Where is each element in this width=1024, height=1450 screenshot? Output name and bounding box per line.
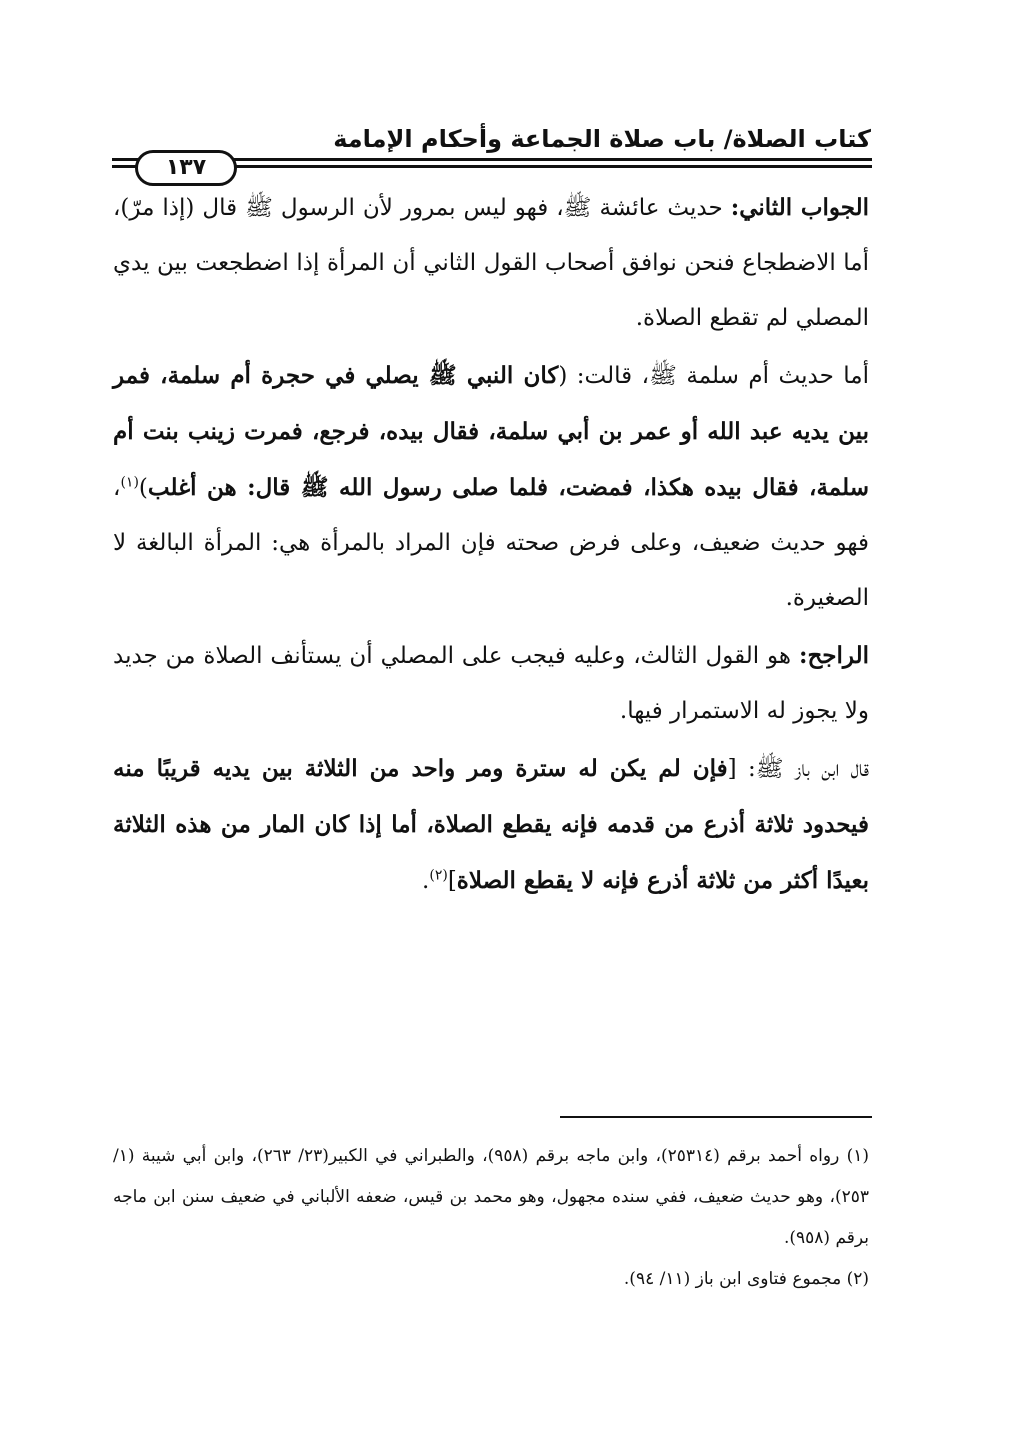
- paragraph-text: حديث عائشة ﷺ، فهو ليس بمرور لأن الرسول ﷺ قال (إذا مرّ)، أما الاضطجاع فنحن نوافق أصحاب القول الثاني أن المرأة إذا اضطجعت بين يدي المصلي لم تقطع الصلاة.: [113, 195, 869, 331]
- quote-close: ): [138, 475, 148, 501]
- footnote-ref-2[interactable]: (٢): [429, 867, 448, 884]
- footnote-2: (٢) مجموع فتاوى ابن باز (١١/ ٩٤).: [623, 1269, 869, 1289]
- paragraph-second-answer: [113, 180, 869, 346]
- footnote-1: (١) رواه أحمد برقم (٢٥٣١٤)، وابن ماجه برقم (٩٥٨)، والطبراني في الكبير(٢٣/ ٢٦٣)، وابن أبي شيبة (١/ ٢٥٣)، وهو حديث ضعيف، ففي سنده مجهول، وهو محمد بن قيس، ضعفه الألباني في ضعيف سنن ابن ماجه برقم (٩٥٨).: [113, 1146, 869, 1248]
- paragraph-end: .: [422, 868, 430, 894]
- footnote-ref-1[interactable]: (١): [120, 474, 139, 491]
- footnote-separator: [560, 1116, 872, 1118]
- main-text: [113, 180, 869, 909]
- paragraph-text: هو القول الثالث، وعليه فيجب على المصلي أن يستأنف الصلاة من جديد ولا يجوز له الاستمرار فيها.: [113, 643, 869, 724]
- paragraph-preferred-view: [113, 628, 869, 739]
- paragraph-intro: أما حديث أم سلمة ﷺ، قالت: (: [558, 363, 870, 389]
- quote-close: ]: [447, 868, 457, 894]
- hadith-quote: كان النبي ﷺ يصلي في حجرة أم سلمة، فمر بين يديه عبد الله أو عمر بن أبي سلمة، فقال بيده، فرجع، فمرت زينب بنت أم سلمة، فقال بيده هكذا، فمضت، فلما صلى رسول الله ﷺ قال: هن أغلب: [113, 362, 869, 501]
- footnotes: [113, 1136, 869, 1300]
- paragraph-umm-salama-hadith: [113, 348, 869, 626]
- paragraph-lead-label: الراجح:: [798, 642, 869, 669]
- paragraph-ibn-baz-quote: [113, 741, 869, 909]
- paragraph-intro: قال ابن باز ﷺ: [: [727, 756, 869, 782]
- paragraph-lead-label: الجواب الثاني:: [730, 194, 869, 221]
- running-header-title: كتاب الصلاة/ باب صلاة الجماعة وأحكام الإمامة: [333, 125, 871, 153]
- ibn-baz-quote: فإن لم يكن له سترة ومر واحد من الثلاثة بين يديه قريبًا منه فيحدود ثلاثة أذرع من قدمه فإنه يقطع الصلاة، أما إذا كان المار من هذه الثلاثة بعيدًا أكثر من ثلاثة أذرع فإنه لا يقطع الصلاة: [113, 755, 869, 894]
- paragraph-text: ، فهو حديث ضعيف، وعلى فرض صحته فإن المراد بالمرأة هي: المرأة البالغة لا الصغيرة.: [113, 475, 869, 611]
- page-number-badge: ١٣٧: [135, 150, 237, 186]
